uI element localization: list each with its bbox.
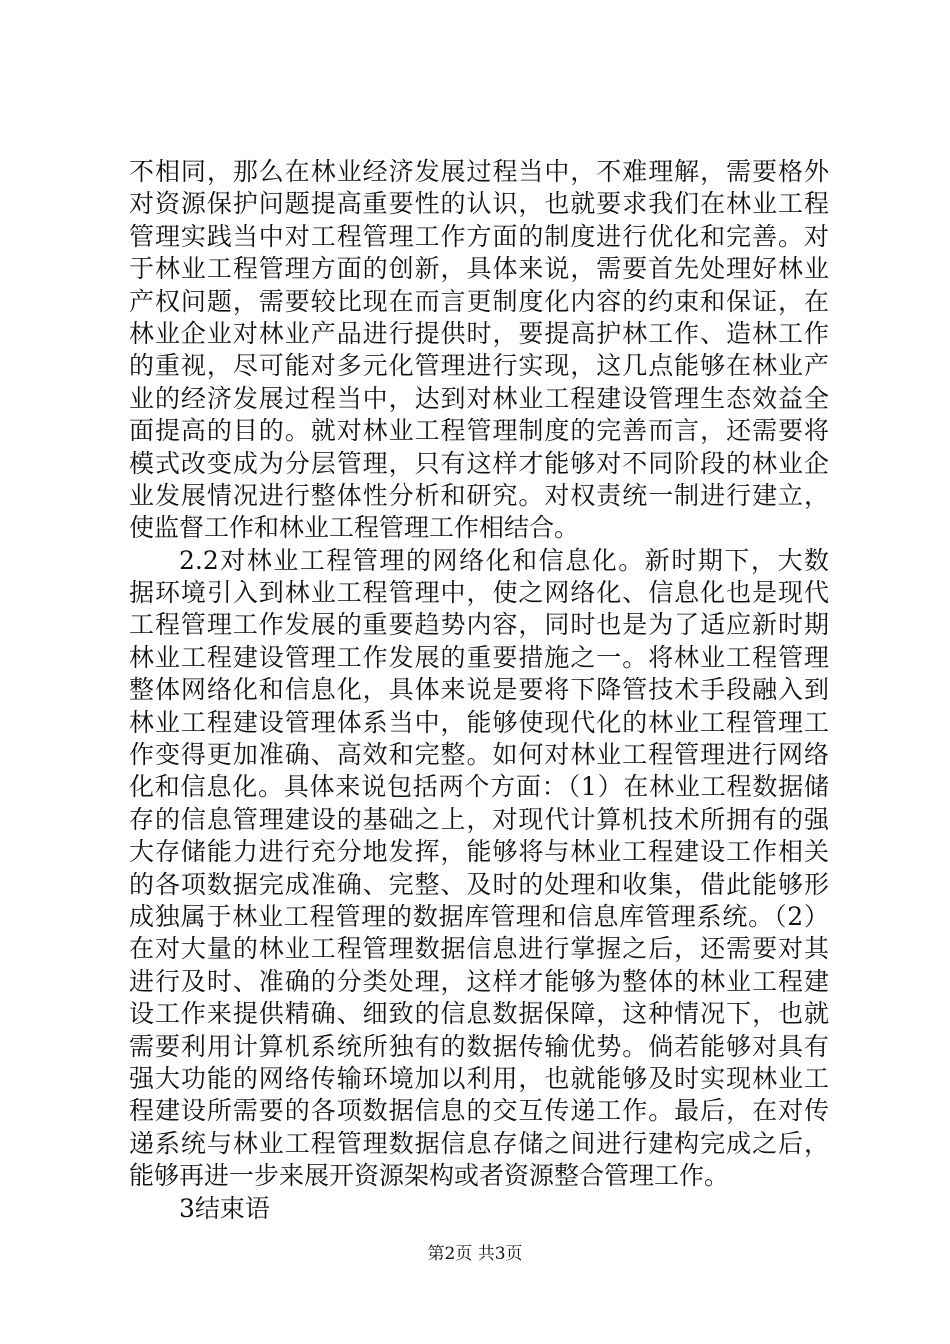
- text-line: 面提高的目的。就对林业工程管理制度的完善而言，还需要将: [129, 416, 829, 446]
- text-line: 成独属于林业工程管理的数据库管理和信息库管理系统。（2）: [129, 901, 829, 931]
- section-heading-3: 3结束语: [179, 1193, 270, 1223]
- text-line: 强大功能的网络传输环境加以利用，也就能够及时实现林业工: [129, 1063, 829, 1093]
- text-line: 进行及时、准确的分类处理，这样才能够为整体的林业工程建: [129, 966, 829, 996]
- text-line: 的重视，尽可能对多元化管理进行实现，这几点能够在林业产: [129, 351, 829, 381]
- text-line: 化和信息化。具体来说包括两个方面：（1）在林业工程数据储: [129, 772, 829, 802]
- section-heading-2-2: 2.2对林业工程管理的网络化和信息化。新时期下，大数: [179, 545, 829, 575]
- body-text: [129, 156, 829, 1225]
- text-line: 工程管理工作发展的重要趋势内容，同时也是为了适应新时期: [129, 610, 829, 640]
- text-line: 存的信息管理建设的基础之上，对现代计算机技术所拥有的强: [129, 804, 829, 834]
- text-line: 林业工程建设管理体系当中，能够使现代化的林业工程管理工: [129, 707, 829, 737]
- text-line: 能够再进一步来展开资源架构或者资源整合管理工作。: [129, 1161, 730, 1191]
- text-line: 于林业工程管理方面的创新，具体来说，需要首先处理好林业: [129, 254, 829, 284]
- text-line: 整体网络化和信息化，具体来说是要将下降管技术手段融入到: [129, 675, 829, 705]
- text-line: 递系统与林业工程管理数据信息存储之间进行建构完成之后，: [129, 1128, 829, 1158]
- text-line: 林业工程建设管理工作发展的重要措施之一。将林业工程管理: [129, 642, 829, 672]
- text-line: 模式改变成为分层管理，只有这样才能够对不同阶段的林业企: [129, 448, 829, 478]
- text-line: 林业企业对林业产品进行提供时，要提高护林工作、造林工作: [129, 318, 829, 348]
- text-line: 作变得更加准确、高效和完整。如何对林业工程管理进行网络: [129, 740, 829, 770]
- text-line: 使监督工作和林业工程管理工作相结合。: [129, 513, 580, 543]
- text-line: 大存储能力进行充分地发挥，能够将与林业工程建设工作相关: [129, 837, 829, 867]
- text-line: 需要利用计算机系统所独有的数据传输优势。倘若能够对具有: [129, 1031, 829, 1061]
- text-line: 产权问题，需要较比现在而言更制度化内容的约束和保证，在: [129, 286, 829, 316]
- page-footer: 第2页 共3页: [427, 1244, 523, 1264]
- text-line: 对资源保护问题提高重要性的认识，也就要求我们在林业工程: [129, 189, 829, 219]
- text-line: 的各项数据完成准确、完整、及时的处理和收集，借此能够形: [129, 869, 829, 899]
- text-line: 管理实践当中对工程管理工作方面的制度进行优化和完善。对: [129, 221, 829, 251]
- text-line: 在对大量的林业工程管理数据信息进行掌握之后，还需要对其: [129, 934, 829, 964]
- text-line: 业的经济发展过程当中，达到对林业工程建设管理生态效益全: [129, 383, 829, 413]
- text-line: 程建设所需要的各项数据信息的交互传递工作。最后，在对传: [129, 1096, 829, 1126]
- text-line: 设工作来提供精确、细致的信息数据保障，这种情况下，也就: [129, 999, 829, 1029]
- text-line: 不相同，那么在林业经济发展过程当中，不难理解，需要格外: [129, 157, 829, 186]
- text-line: 业发展情况进行整体性分析和研究。对权责统一制进行建立，: [129, 480, 829, 510]
- text-line: 据环境引入到林业工程管理中，使之网络化、信息化也是现代: [129, 578, 829, 608]
